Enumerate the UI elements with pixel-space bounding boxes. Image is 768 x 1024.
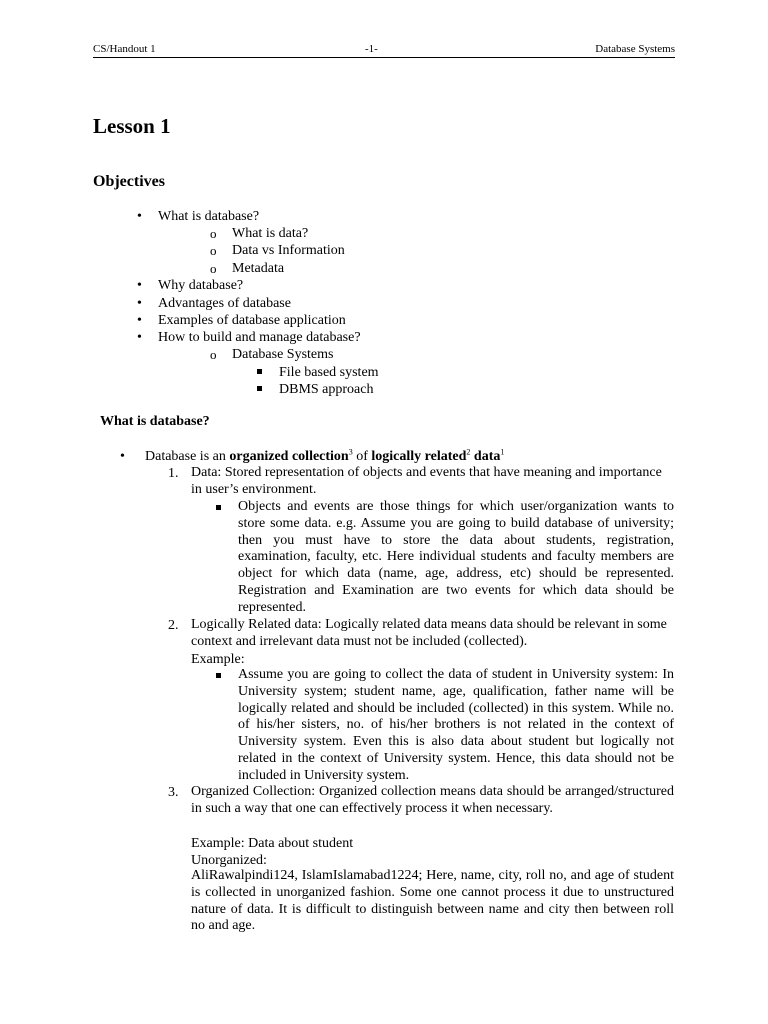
objective-item: Advantages of database xyxy=(158,296,291,311)
bullet-circle-icon: o xyxy=(210,347,217,362)
bullet-square-icon xyxy=(257,386,262,391)
bullet-disc-icon xyxy=(137,329,142,346)
definition-middle: of xyxy=(352,449,372,464)
objective-subitem: Metadata xyxy=(232,261,285,276)
list-number: 1. xyxy=(168,466,179,481)
lesson-title: Lesson 1 xyxy=(93,114,171,138)
objective-subitem: Database Systems xyxy=(232,347,334,362)
objective-subitem: What is data? xyxy=(232,226,309,241)
bullet-disc-icon xyxy=(137,312,142,329)
objective-item: What is database? xyxy=(158,209,260,224)
list-number: 3. xyxy=(168,785,179,800)
point-bullet-text: Assume you are going to collect the data of student in University system: In University system; student name, age, qualification, father name will be logically related and should be included (collected) in this system. While no. of his/her sisters, no. of his/her brothers is not related in the context of University system. Even this is also data about student but logically not related in the context of University system. Hence, this data should not be included in University system. xyxy=(238,667,674,783)
example-label: Example: xyxy=(191,652,245,667)
bullet-circle-icon: o xyxy=(210,243,217,258)
point-text: Organized Collection: Organized collection means data should be arranged/structured in such a way that one can effectively process it when necessary. xyxy=(191,784,674,816)
bullet-circle-icon: o xyxy=(210,226,217,241)
objectives-heading: Objectives xyxy=(93,173,165,190)
list-number: 2. xyxy=(168,618,179,633)
definition-sup: 1 xyxy=(500,447,505,457)
definition-term-organized: organized collection xyxy=(229,449,349,464)
point-text: Data: Stored representation of objects and events that have meaning and importance in user’s environment. xyxy=(191,465,662,497)
definition-sup: 3 xyxy=(348,447,353,457)
bullet-square-icon xyxy=(257,369,262,374)
objective-subsubitem: DBMS approach xyxy=(279,382,374,397)
objective-subsubitem: File based system xyxy=(279,365,379,380)
point-detail-text: AliRawalpindi124, IslamIslamabad1224; Here, name, city, roll no, and age of student is collected in unorganized fashion. Some one cannot process it due to unstructured nature of data. It is difficult to distinguish between name and city then between roll no and age. xyxy=(191,868,674,934)
bullet-disc-icon xyxy=(120,448,125,465)
section-heading: What is database? xyxy=(100,414,210,429)
header-page-number: -1- xyxy=(365,43,378,55)
unorganized-label: Unorganized: xyxy=(191,853,267,868)
bullet-disc-icon xyxy=(137,277,142,294)
definition-sup: 2 xyxy=(466,447,471,457)
bullet-disc-icon xyxy=(137,208,142,225)
point-text: Logically Related data: Logically related data means data should be relevant in some context and irrelevant data must not be included (collected). xyxy=(191,617,667,649)
example-label: Example: Data about student xyxy=(191,836,354,851)
definition-term-related: logically related xyxy=(371,449,467,464)
header-left: CS/Handout 1 xyxy=(93,43,156,55)
objective-item: How to build and manage database? xyxy=(158,330,361,345)
page-header xyxy=(93,42,675,58)
database-definition xyxy=(145,448,504,465)
definition-prefix: Database is an xyxy=(145,449,230,464)
bullet-disc-icon xyxy=(137,295,142,312)
definition-term-data: data xyxy=(470,449,501,464)
bullet-square-icon xyxy=(216,673,221,678)
bullet-square-icon xyxy=(216,505,221,510)
objective-item: Why database? xyxy=(158,278,244,293)
objective-item: Examples of database application xyxy=(158,313,346,328)
point-bullet-text: Objects and events are those things for which user/organization wants to store some data. e.g. Assume you are going to build database of university; then you must have to store the data about students, registration, examination, faculty, etc. Here individual students and faculty members are object for which data (name, age, address, etc) should be represented. Registration and Examination are two events for which data should be represented. xyxy=(238,499,674,615)
objective-subitem: Data vs Information xyxy=(232,243,345,258)
bullet-circle-icon: o xyxy=(210,261,217,276)
header-right: Database Systems xyxy=(595,43,675,55)
